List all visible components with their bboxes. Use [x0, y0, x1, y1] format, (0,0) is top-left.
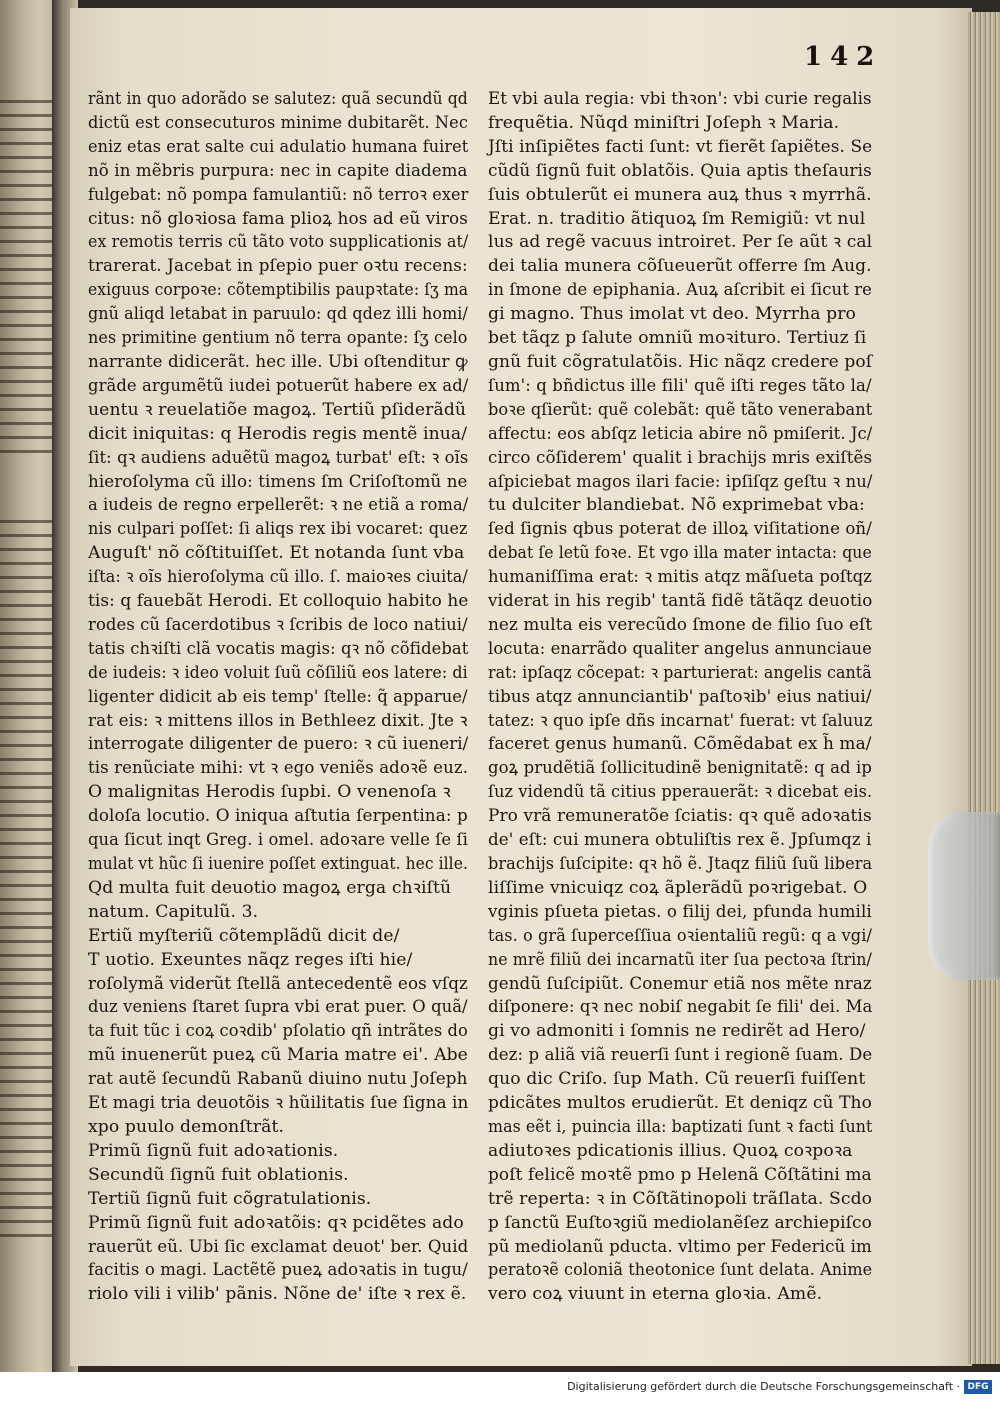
text-line: tibus atqz annunciantib' paſtoꝛib' eius natiui/	[488, 686, 872, 707]
text-line: Et magi tria deuotõis ꝛ hũilitatis ſue ſigna in	[88, 1093, 469, 1114]
text-line: facitis o magi. Lactẽtẽ pueꝝ adoꝛatis in tugu/	[88, 1260, 468, 1281]
text-line: citus: nõ gloꝛiosa fama plioꝝ hos ad eũ viros	[88, 208, 468, 229]
text-line: frequẽtia. Nũqd miniſtri Joſeph ꝛ Maria.	[488, 112, 840, 133]
text-line: trarerat. Jacebat in pſepio puer oꝛtu recens:	[88, 256, 468, 277]
folio-number: 142	[804, 42, 883, 72]
text-line: Qd multa fuit deuotio magoꝝ erga chꝛiſtũ	[88, 877, 452, 898]
page-clip	[928, 812, 1000, 980]
text-line: humaniſſima erat: ꝛ mitis atqz mãſueta poſtqz	[488, 567, 872, 588]
text-line: boꝛe qſierũt: quẽ colebãt: quẽ tãto venerabant	[488, 399, 873, 420]
text-line: ligenter didicit ab eis temp' ſtelle: q̃ apparue/	[88, 686, 468, 707]
text-line: peratoꝛẽ coloniã theotonice ſunt delata. Anime	[488, 1260, 873, 1281]
text-line: tu dulciter blandiebat. Nõ exprimebat vba:	[488, 495, 865, 516]
text-line: hieroſolyma cũ illo: timens ſm Criſoſtomũ ne	[88, 471, 468, 492]
text-line: mas eẽt i, puincia illa: baptizati ſunt ꝛ facti ſunt	[488, 1116, 873, 1137]
text-line: doloſa locutio. O iniqua aſtutia ſerpentina: p	[88, 806, 468, 827]
text-line: goꝝ prudẽtiã ſollicitudinẽ benignitatẽ: q ad ip	[488, 758, 873, 779]
text-line: iſta: ꝛ oĩs hieroſolyma cũ illo. ſ. maioꝛes ciuita/	[88, 567, 468, 588]
text-line: interrogate diligenter de puero: ꝛ cũ iueneri/	[88, 734, 469, 755]
text-line: narrante didicerãt. hec ille. Ubi oſtenditur ꝙ	[88, 351, 468, 372]
page-fore-edge	[968, 12, 1000, 1364]
text-line: natum. Capitulũ. 3.	[88, 901, 259, 922]
text-line: ſuz videndũ tã citius pperauerãt: ꝛ dicebat eis.	[488, 782, 873, 803]
text-line: qua ſicut inqt Greg. i omel. adoꝛare velle ſe ſi	[88, 830, 468, 851]
text-line: Auguſt' nõ cõſtituiſſet. Et notanda ſunt vba	[88, 543, 465, 564]
text-line: aſpiciebat magos ilari facie: ipſiſqz geſtu ꝛ nu/	[488, 471, 873, 492]
text-line: gendũ ſuſcipiũt. Conemur etiã nos mẽte nraz	[488, 973, 872, 994]
text-line: fulgebat: nõ pompa famulantiũ: nõ terroꝛ exer	[88, 184, 469, 205]
text-line: tis renũciate mihi: vt ꝛ ego veniẽs adoꝛẽ euz.	[88, 758, 469, 779]
text-line: dicit iniquitas: q Herodis regis mentẽ inua/	[88, 423, 468, 444]
text-line: pũ mediolanũ pducta. vltimo per Federicũ im	[488, 1236, 872, 1257]
text-line: cũdũ ſignũ fuit oblatõis. Quia aptis theſauris	[488, 160, 872, 181]
text-line: Et vbi aula regia: vbi thꝛon': vbi curie regalis	[488, 89, 872, 109]
footer-bar	[0, 1372, 1000, 1401]
text-line: Ertiũ myſteriũ cõtemplãdũ dicit de/	[88, 925, 400, 946]
text-line: brachijs ſuſcipite: qꝛ hõ ẽ. Jtaqz filiũ ſuũ libera	[488, 854, 873, 874]
text-line: T uotio. Exeuntes nãqz reges iſti hie/	[88, 949, 413, 970]
text-line: in ſmone de epiphania. Auꝝ aſcribit ei ſicut re	[488, 280, 872, 301]
text-line: ſum': q bñdictus ille fili' quẽ iſti reges tãto la/	[488, 375, 872, 396]
text-line: rat eis: ꝛ mittens illos in Bethleez dixit. Jte ꝛ	[88, 710, 468, 731]
text-line: nes primitine gentium nõ terra opante: ſʒ celo	[88, 328, 468, 349]
text-line: dictũ est consecuturos minime dubitarẽt. Nec	[88, 112, 468, 133]
text-line: gi magno. Thus imolat vt deo. Myrrha pro	[488, 304, 857, 325]
text-line: ſuis obtulerũt ei munera auꝝ thus ꝛ myrrhã.	[488, 184, 872, 205]
text-line: tas. o grã ſuperceſſiua oꝛientaliũ regũ: q a vgi/	[488, 925, 872, 946]
text-line: debat ſe letũ foꝛe. Et vgo illa mater intacta: que	[488, 543, 872, 564]
text-line: gnũ fuit cõgratulatõis. Hic nãqz credere poſ	[488, 351, 873, 372]
text-line: tatis chꝛiſti clã vocatis magis: qꝛ nõ cõfidebat	[88, 638, 469, 659]
text-line: adiutoꝛes pdicationis illius. Quoꝝ coꝛpoꝛa	[488, 1140, 853, 1161]
text-line: liſſime vnicuiqz coꝝ ãplerãdũ poꝛrigebat. O	[488, 877, 868, 898]
text-line: O malignitas Herodis ſupbi. O venenoſa ꝛ	[88, 782, 451, 803]
text-line: rat: ipſaqz cõcepat: ꝛ parturierat: angelis cantã	[488, 662, 872, 683]
text-line: diſponere: qꝛ nec nobiſ negabit ſe fili' dei. Ma	[488, 997, 873, 1018]
text-line: de' eſt: cui munera obtuliſtis rex ẽ. Jpſumqz i	[488, 830, 872, 851]
text-line: Secundũ ſignũ fuit oblationis.	[88, 1164, 349, 1185]
text-line: Tertiũ ſignũ fuit cõgratulationis.	[88, 1188, 372, 1209]
text-line: ſit: qꝛ audiens aduẽtũ magoꝝ turbat' eſt: ꝛ oĩs	[88, 447, 469, 468]
text-line: affectu: eos abſqz leticia abire nõ pmiſerit. Jc/	[488, 423, 873, 444]
text-line: ſed ſignis qbus poterat de illoꝝ viſitatione oñ/	[488, 519, 872, 540]
text-line: nis culpari poſſet: ſi aliqs rex ibi vocaret: quez	[88, 519, 468, 540]
text-line: rãnt in quo adorãdo se salutez: quã secundũ qd	[88, 89, 468, 109]
funding-credit: Digitalisierung gefördert durch die Deutsche Forschungsgemeinschaft ·	[567, 1380, 960, 1393]
text-line: eniz etas erat salte cui adulatio humana fuiret	[88, 136, 469, 157]
text-line: vero coꝝ viuunt in eterna gloꝛia. Amẽ.	[488, 1284, 823, 1305]
text-line: a iudeis de regno erpellerẽt: ꝛ ne etiã a roma/	[88, 495, 469, 516]
text-line: viderat in his regib' tantã fidẽ tãtãqz deuotio	[488, 591, 873, 612]
text-line: uentu ꝛ reuelatiõe magoꝝ. Tertiũ pſiderãdũ	[88, 399, 467, 420]
dfg-logo-icon: DFG	[964, 1380, 992, 1394]
text-line: rodes cũ ſacerdotibus ꝛ ſcribis de loco natiui/	[88, 614, 468, 635]
text-line: xpo puulo demonſtrãt.	[88, 1116, 285, 1137]
text-line: quo dic Criſo. ſup Math. Cũ reuerſi fuiſſent	[488, 1069, 866, 1090]
text-line: de iudeis: ꝛ ideo voluit ſuũ cõſiliũ eos latere: di	[88, 662, 468, 683]
text-line: ex remotis terris cũ tãto voto supplicationis at/	[88, 232, 469, 253]
text-line: rat autẽ ſecundũ Rabanũ diuino nutu Joſeph	[88, 1069, 468, 1090]
text-line: Erat. n. traditio ãtiquoꝝ ſm Remigiũ: vt nul	[488, 208, 866, 229]
text-line: vginis pſueta pietas. o filij dei, pfunda humili	[488, 901, 872, 922]
text-line: locuta: enarrãdo qualiter angelus annunciaue	[488, 638, 872, 659]
text-line: mulat vt hũc ſi iuenire poſſet extinguat. hec ille.	[88, 854, 468, 874]
text-line: rauerũt eũ. Ubi ſic exclamat deuot' ber. Quid	[88, 1236, 469, 1257]
text-line: gnũ aliqd letabat in paruulo: qd qdez illi homi/	[88, 304, 468, 325]
text-line: Primũ ſignũ fuit adoꝛationis.	[88, 1140, 339, 1161]
text-line: riolo vili i vilib' pãnis. Nõne de' iſte ꝛ rex ẽ.	[88, 1284, 467, 1305]
text-line: dei talia munera cõſueuerũt offerre ſm Aug.	[488, 256, 872, 277]
text-line: Jſti inſipiẽtes facti ſunt: vt fierẽt ſapiẽtes. Se	[488, 136, 873, 157]
text-line: p ſanctũ Euſtoꝛgiũ mediolanẽſez archiepiſco	[488, 1212, 872, 1233]
text-line: gi vo admoniti i ſomnis ne redirẽt ad Hero/	[488, 1021, 866, 1042]
text-line: tis: q fauebãt Herodi. Et colloquio habito he	[88, 591, 469, 612]
text-line: circo cõſiderem' qualit i brachijs mris exiſtẽs	[488, 447, 873, 468]
text-line: bet tãqz p ſalute omniũ moꝛituro. Tertiuz ſi	[488, 328, 867, 349]
text-line: ne mrẽ filiũ dei incarnatũ iter ſua pectoꝛa ſtrin/	[488, 949, 872, 970]
text-line: trẽ reperta: ꝛ in Cõſtãtinopoli trãſlata. Scdo	[488, 1188, 873, 1209]
text-line: lus ad regẽ vacuus introiret. Per ſe aũt ꝛ cal	[488, 232, 873, 253]
text-line: mũ inuenerũt pueꝝ cũ Maria matre ei'. Abe	[88, 1045, 468, 1066]
text-line: Pro vrã remuneratõe ſciatis: qꝛ quẽ adoꝛatis	[488, 806, 872, 827]
text-line: grãde argumẽtũ iudei potuerũt habere ex ad/	[88, 375, 469, 396]
text-line: pdicãtes multos erudierũt. Et deniqz cũ Tho	[488, 1093, 872, 1114]
text-line: faceret genus humanũ. Cõmẽdabat ex h̃ ma/	[488, 734, 872, 755]
facing-page-edge	[0, 0, 58, 1372]
text-column-right	[488, 88, 872, 1307]
text-line: nõ in mẽbris purpura: nec in capite diadema	[88, 160, 468, 181]
text-line: roſolymã viderũt ſtellã antecedentẽ eos vſqz	[88, 973, 468, 994]
text-line: poſt felicẽ moꝛtẽ pmo p Helenã Cõſtãtini ma	[488, 1164, 872, 1185]
text-line: duz veniens ſtaret ſupra vbi erat puer. O quã/	[88, 997, 468, 1018]
text-line: nez multa eis verecũdo ſmone de filio ſuo eſt	[488, 614, 873, 635]
text-line: dez: p aliã viã reuerſi ſunt i regionẽ ſuam. De	[488, 1045, 873, 1066]
text-line: exiguus corpoꝛe: cõtemptibilis paupꝛtate: ſʒ ma	[88, 280, 469, 301]
text-line: tatez: ꝛ quo ipſe dñs incarnat' fuerat: vt ſaluuz	[488, 710, 873, 731]
text-column-left	[88, 88, 468, 1307]
text-line: Primũ ſignũ fuit adoꝛatõis: qꝛ pcidẽtes ado	[88, 1212, 464, 1233]
text-line: ta fuit tũc i coꝝ coꝛdib' pſolatio qñ intrãtes do	[88, 1021, 468, 1042]
